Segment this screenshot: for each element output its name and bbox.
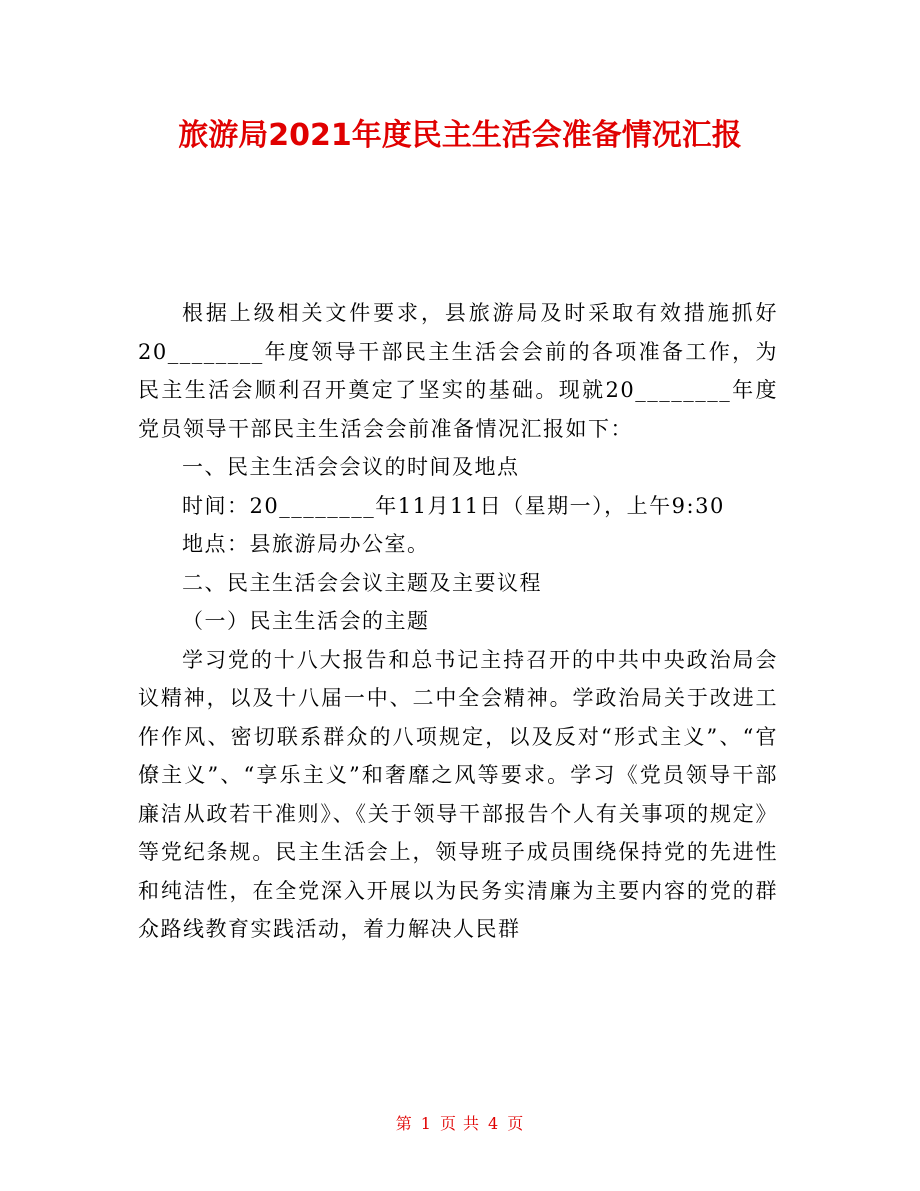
page-footer [0,1112,920,1136]
section-heading-theme-agenda: 二、民主生活会会议主题及主要议程 [182,570,542,595]
footer-current-page: 1 [420,1114,432,1133]
footer-prefix: 第 [395,1114,413,1133]
paragraph-place: 地点：县旅游局办公室。 [182,532,430,556]
paragraph-theme-body: 学习党的十八大报告和总书记主持召开的中共中央政治局会议精神，以及十八届一中、二中全会精神。学政治局关于改进工作作风、密切联系群众的八项规定，以及反对“形式主义”、“官僚主义”、“享乐主义”和奢靡之风等要求。学习《党员领导干部廉洁从政若干准则》、《关于领导干部报告个人有关事项的规定》等党纪条规。民主生活会上，领导班子成员围绕保持党的先进性和纯洁性，在全党深入开展以为民务实清廉为主要内容的党的群众路线教育实践活动，着力解决人民群 [138,647,778,941]
section-heading-time-place: 一、民主生活会会议的时间及地点 [182,455,520,479]
footer-mid: 页 共 [439,1114,481,1133]
paragraph-time: 时间：20________年11月11日（星期一），上午9:30 [182,493,725,518]
paragraph-intro: 根据上级相关文件要求，县旅游局及时采取有效措施抓好20________年度领导干部民主生活会会前的各项准备工作，为民主生活会顺利召开奠定了坚实的基础。现就20________年度党员领导干部民主生活会会前准备情况汇报如下： [138,301,778,441]
document-body [138,294,778,949]
footer-total-pages: 4 [488,1114,500,1133]
document-title: 旅游局2021年度民主生活会准备情况汇报 [178,118,742,153]
footer-suffix: 页 [507,1114,525,1133]
subsection-heading-theme: （一）民主生活会的主题 [182,609,430,633]
